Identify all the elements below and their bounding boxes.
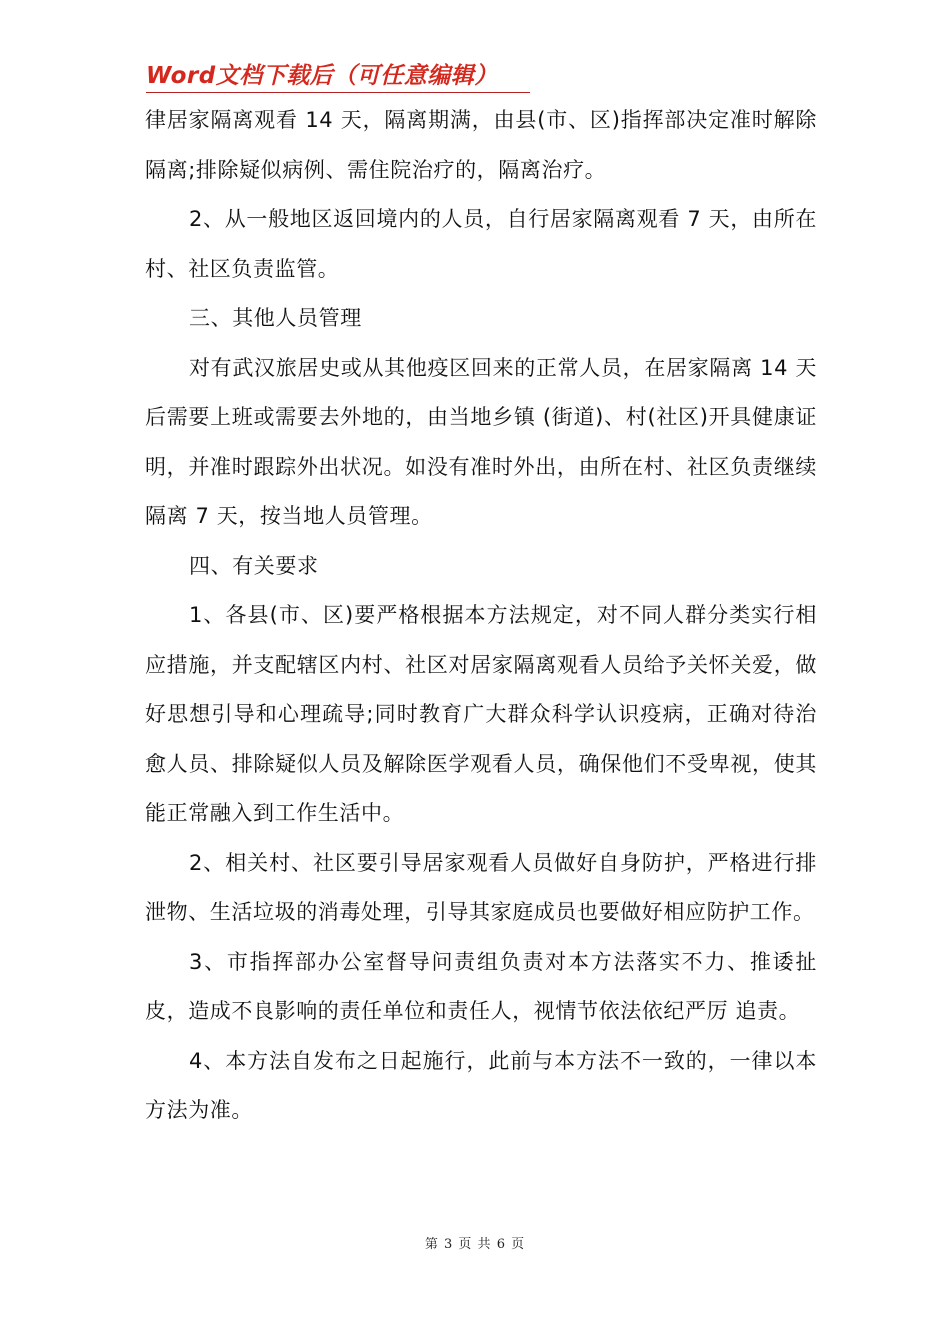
paragraph-other-personnel: 对有武汉旅居史或从其他疫区回来的正常人员，在居家隔离 14 天后需要上班或需要去外地的，由当地乡镇 (街道)、村(社区)开具健康证明，并准时跟踪外出状况。如没有准时外出，由所在村、社区负责继续隔离 7 天，按当地人员管理。 [145, 355, 817, 528]
paragraph-requirement-1: 1、各县(市、区)要严格根据本方法规定，对不同人群分类实行相应措施，并支配辖区内村、社区对居家隔离观看人员给予关怀关爱，做好思想引导和心理疏导;同时教育广大群众科学认识疫病，正确对待治愈人员、排除疑似人员及解除医学观看人员，确保他们不受卑视，使其能正常融入到工作生活中。 [145, 603, 817, 825]
page-number-footer: 第 3 页 共 6 页 [424, 1237, 526, 1252]
paragraph-requirement-2: 2、相关村、社区要引导居家观看人员做好自身防护，严格进行排泄物、生活垃圾的消毒处理，引导其家庭成员也要做好相应防护工作。 [145, 850, 817, 924]
paragraph-continuation: 律居家隔离观看 14 天，隔离期满，由县(市、区)指挥部决定准时解除隔离;排除疑似病例、需住院治疗的，隔离治疗。 [145, 108, 817, 182]
document-body [145, 96, 817, 1136]
paragraph-item-2: 2、从一般地区返回境内的人员，自行居家隔离观看 7 天，由所在村、社区负责监管。 [145, 207, 817, 281]
paragraph-requirement-4: 4、本方法自发布之日起施行，此前与本方法不一致的，一律以本方法为准。 [145, 1048, 817, 1122]
paragraph-requirement-3: 3、市指挥部办公室督导问责组负责对本方法落实不力、推诿扯皮，造成不良影响的责任单位和责任人，视情节依法依纪严厉 追责。 [145, 949, 817, 1023]
section-heading-requirements: 四、有关要求 [189, 553, 319, 578]
header-title: Word文档下载后（可任意编辑） [146, 63, 498, 89]
section-heading-other-personnel: 三、其他人员管理 [189, 306, 362, 330]
document-header [146, 62, 530, 93]
